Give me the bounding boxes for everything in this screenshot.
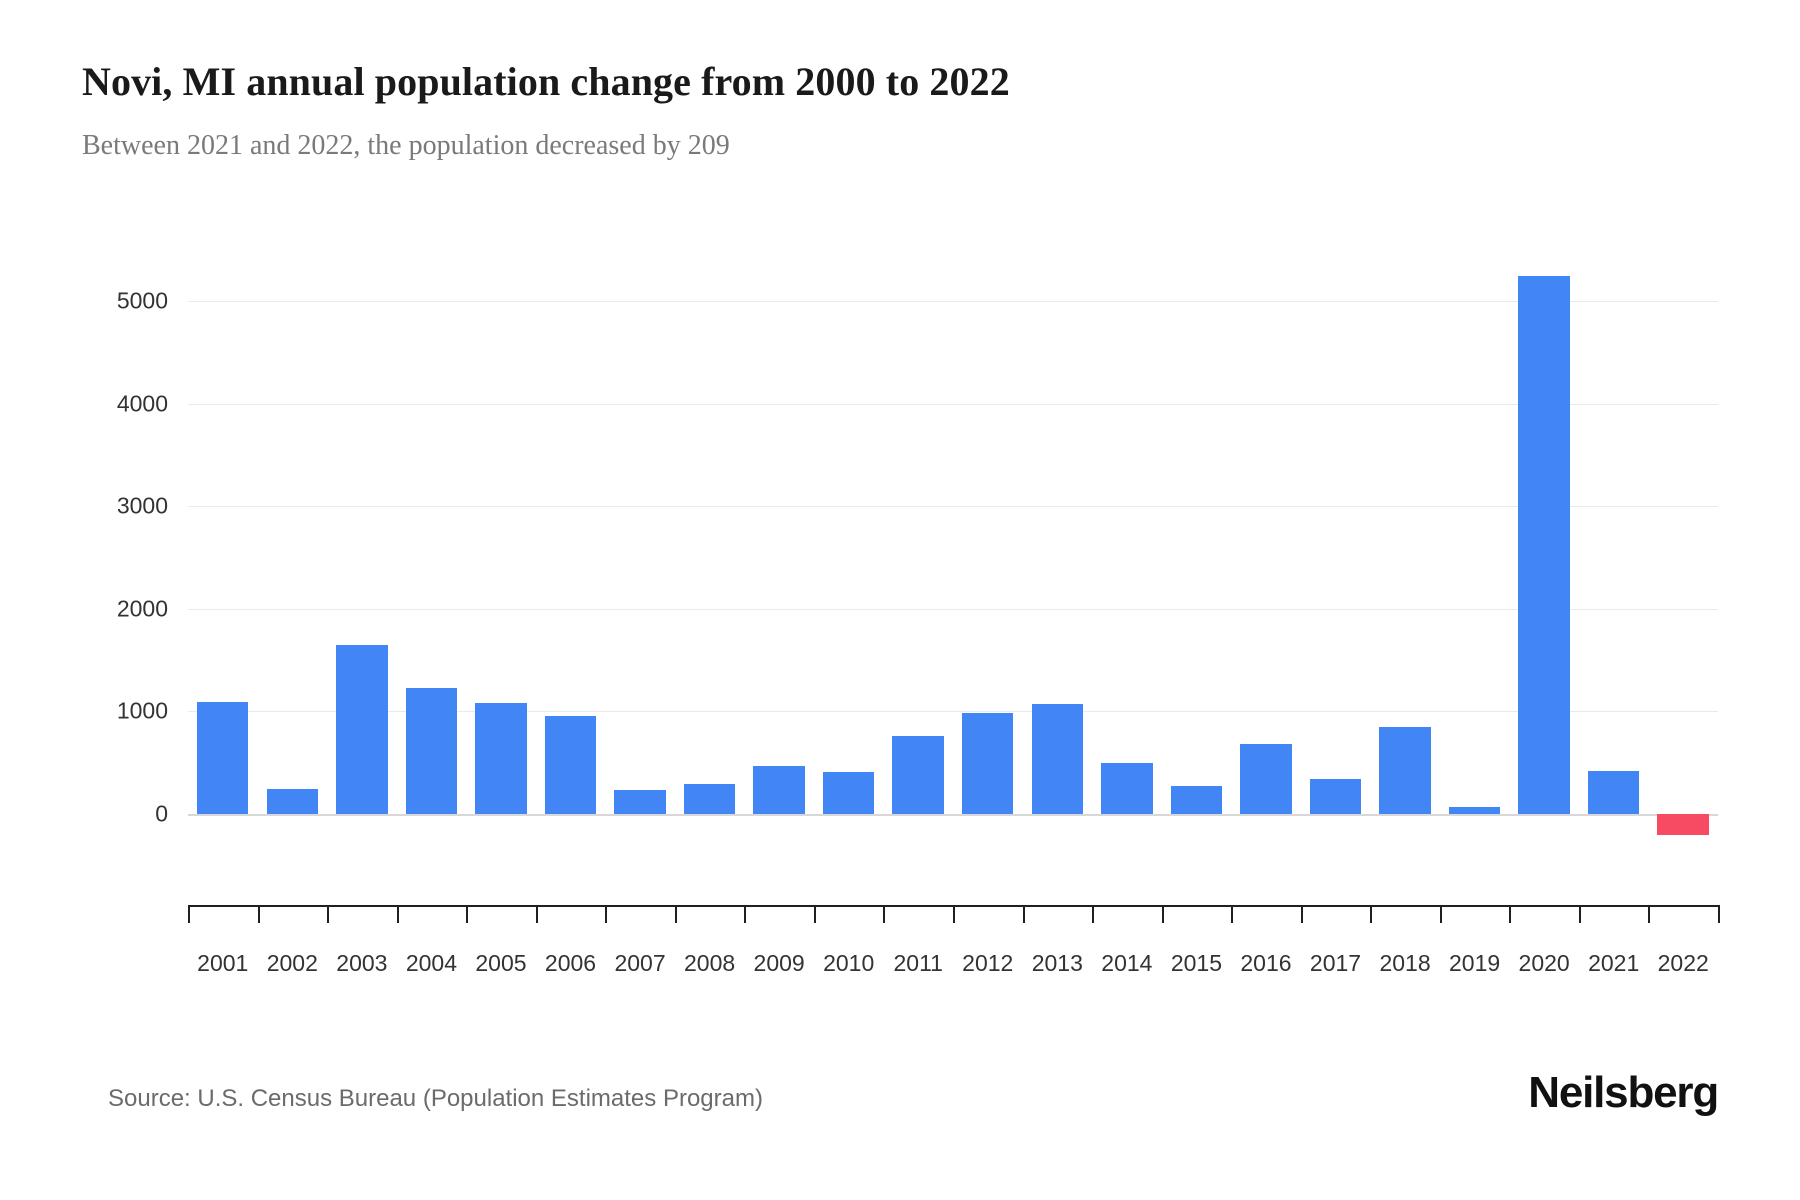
bar[interactable] [197, 702, 248, 814]
x-axis-tick [1579, 905, 1581, 923]
x-axis-tick [327, 905, 329, 923]
x-axis-tick-label: 2019 [1448, 950, 1501, 976]
x-axis-tick [883, 905, 885, 923]
x-axis-tick [466, 905, 468, 923]
x-axis-tick-label: 2005 [475, 950, 527, 976]
bar[interactable] [1518, 276, 1569, 814]
x-axis-tick [1023, 905, 1025, 923]
x-axis-tick-label: 2010 [823, 950, 875, 976]
bar[interactable] [892, 736, 943, 814]
x-axis-tick [814, 905, 816, 923]
x-axis-tick-label: 2003 [336, 950, 388, 976]
x-axis-tick-label: 2007 [614, 950, 666, 976]
x-axis-tick [1301, 905, 1303, 923]
bar[interactable] [475, 703, 526, 814]
x-axis-tick [1440, 905, 1442, 923]
x-axis-tick [1162, 905, 1164, 923]
bar[interactable] [1310, 779, 1361, 814]
y-axis-tick-label: 0 [155, 800, 168, 827]
bar[interactable] [1171, 786, 1222, 814]
x-axis-tick [1231, 905, 1233, 923]
bar[interactable] [1379, 727, 1430, 814]
x-axis-tick-label: 2006 [544, 950, 597, 976]
source-note: Source: U.S. Census Bureau (Population Estimates Program) [108, 1085, 763, 1112]
x-axis-tick [397, 905, 399, 923]
bar[interactable] [1240, 744, 1291, 814]
x-axis-tick [536, 905, 538, 923]
x-axis-tick-label: 2020 [1518, 950, 1570, 976]
bar[interactable] [1449, 807, 1500, 814]
bar[interactable] [823, 772, 874, 814]
x-axis-tick-label: 2018 [1379, 950, 1431, 976]
y-axis-tick-label: 3000 [116, 492, 168, 519]
bar[interactable] [406, 688, 457, 814]
x-axis-tick-label: 2022 [1657, 950, 1709, 976]
bar[interactable] [1657, 814, 1708, 835]
x-axis-tick-label: 2002 [266, 950, 318, 976]
x-axis-tick [605, 905, 607, 923]
x-axis-tick-label: 2016 [1240, 950, 1292, 976]
y-axis-tick-label: 2000 [116, 595, 168, 622]
bar[interactable] [336, 645, 387, 814]
x-axis-tick-label: 2009 [753, 950, 805, 976]
bar[interactable] [753, 766, 804, 814]
x-axis-tick-label: 2013 [1031, 950, 1083, 976]
x-axis-tick-label: 2014 [1101, 950, 1153, 976]
brand-logo: Neilsberg [1528, 1068, 1718, 1117]
bar[interactable] [614, 790, 665, 814]
x-axis-tick-label: 2021 [1588, 950, 1640, 976]
x-axis-tick [675, 905, 677, 923]
bar[interactable] [684, 784, 735, 814]
x-axis-tick [953, 905, 955, 923]
bar[interactable] [1588, 771, 1639, 814]
x-axis-tick-label: 2012 [962, 950, 1014, 976]
plot-area [188, 250, 1718, 855]
y-axis-tick-label: 1000 [116, 697, 168, 724]
x-axis-tick-label: 2004 [405, 950, 457, 976]
y-axis-tick-label: 5000 [116, 287, 168, 314]
x-axis-tick-label: 2001 [197, 950, 249, 976]
y-axis-tick-label: 4000 [116, 390, 168, 417]
x-axis-tick-label: 2008 [683, 950, 736, 976]
bar[interactable] [267, 789, 318, 814]
page-title: Novi, MI annual population change from 2000 to 2022 [82, 59, 1010, 104]
bar[interactable] [962, 713, 1013, 814]
x-axis-tick [1370, 905, 1372, 923]
bar-series [188, 250, 1718, 855]
x-axis-tick [1092, 905, 1094, 923]
bar[interactable] [1101, 763, 1152, 814]
x-axis-tick-label: 2011 [893, 950, 943, 976]
bar[interactable] [1032, 704, 1083, 814]
x-axis-tick [1648, 905, 1650, 923]
x-axis-tick-label: 2015 [1170, 950, 1222, 976]
bar[interactable] [545, 716, 596, 814]
page-subtitle: Between 2021 and 2022, the population decreased by 209 [82, 130, 730, 161]
x-axis-tick-label: 2017 [1309, 950, 1362, 976]
x-axis-tick [258, 905, 260, 923]
x-axis-tick [744, 905, 746, 923]
x-axis-tick [1509, 905, 1511, 923]
x-axis-tick [1718, 905, 1720, 923]
x-axis-tick [188, 905, 190, 923]
